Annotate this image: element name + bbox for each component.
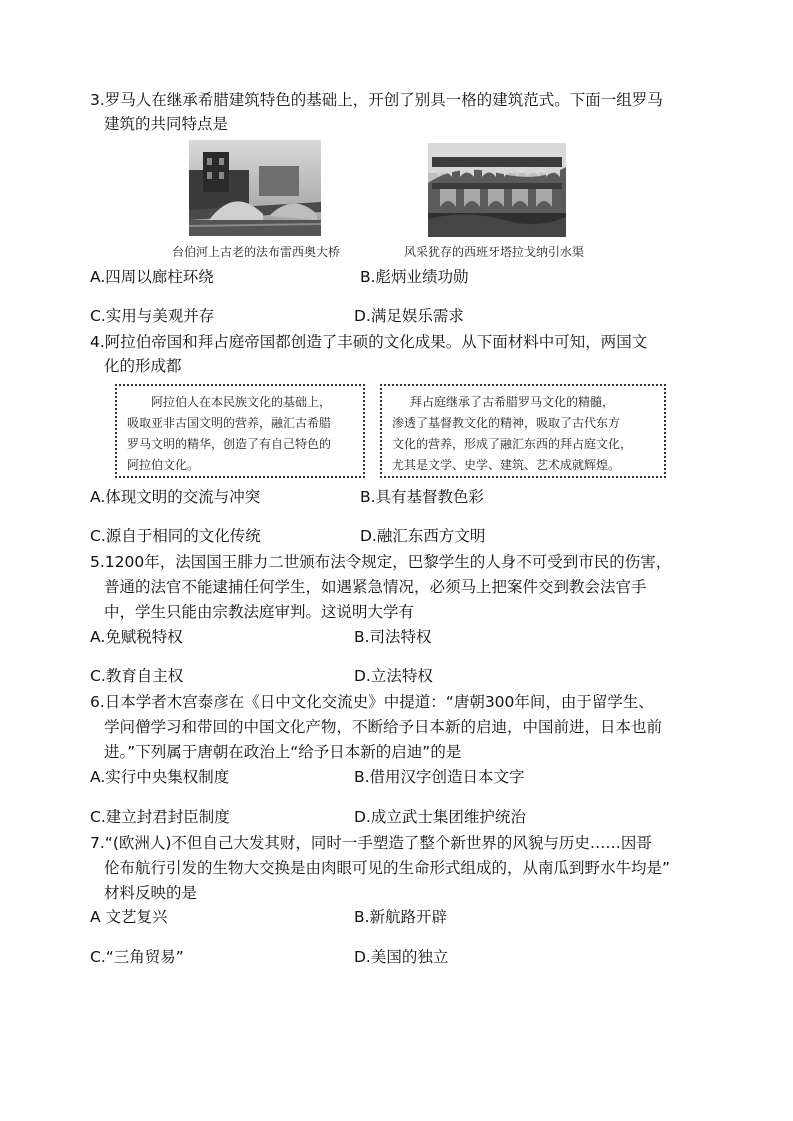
q4-stem-line1: 4.阿拉伯帝国和拜占庭帝国都创造了丰硕的文化成果。从下面材料中可知，两国文	[90, 333, 648, 351]
q6-option-c[interactable]: C.建立封君封臣制度	[90, 808, 230, 826]
q5-option-b[interactable]: B.司法特权	[354, 628, 432, 646]
q7-stem-line2: 伦布航行引发的生物大交换是由肉眼可见的生命形式组成的，从南瓜到野水牛均是”	[104, 859, 671, 877]
bridge-caption: 台伯河上古老的法布雷西奥大桥	[172, 245, 341, 259]
aqueduct-caption: 风采犹存的西班牙塔拉戈纳引水渠	[404, 245, 585, 259]
q5-stem-line3: 中，学生只能由宗教法庭审判。这说明大学有	[104, 603, 415, 621]
q3-option-b[interactable]: B.彪炳业绩功勋	[360, 268, 469, 286]
q3-option-d[interactable]: D.满足娱乐需求	[354, 307, 464, 325]
aqueduct-photo	[428, 143, 566, 237]
q4-option-a[interactable]: A.体现文明的交流与冲突	[90, 488, 261, 506]
q4-option-d[interactable]: D.融汇东西方文明	[360, 527, 486, 545]
q6-option-d[interactable]: D.成立武士集团维护统治	[354, 808, 526, 826]
arab-material-line: 阿拉伯文化。	[127, 458, 200, 472]
arab-material-box	[115, 384, 365, 478]
q4-option-b[interactable]: B.具有基督教色彩	[360, 488, 485, 506]
byzantine-material-box	[380, 384, 666, 478]
q6-stem-line3: 进。”下列属于唐朝在政治上“给予日本新的启迪”的是	[104, 743, 462, 761]
q7-option-d[interactable]: D.美国的独立	[354, 948, 449, 966]
q5-option-d[interactable]: D.立法特权	[354, 667, 433, 685]
q5-stem-line1: 5.1200年，法国国王腓力二世颁布法令规定，巴黎学生的人身不可受到市民的伤害，	[90, 553, 672, 571]
q6-option-a[interactable]: A.实行中央集权制度	[90, 768, 230, 786]
q6-stem-line2: 学问僧学习和带回的中国文化产物，不断给予日本新的启迪，中国前进，日本也前	[104, 718, 663, 736]
q5-option-a[interactable]: A.免赋税特权	[90, 628, 183, 646]
byzantine-material-line: 渗透了基督教文化的精神，吸取了古代东方	[392, 416, 621, 430]
q7-option-c[interactable]: C.“三角贸易”	[90, 948, 184, 966]
byzantine-material-line: 文化的营养，形成了融汇东西的拜占庭文化，	[392, 437, 633, 451]
q3-option-c[interactable]: C.实用与美观并存	[90, 307, 215, 325]
q7-option-b[interactable]: B.新航路开辟	[354, 908, 448, 926]
q4-option-c[interactable]: C.源自于相同的文化传统	[90, 527, 261, 545]
byzantine-material-line: 拜占庭继承了古希腊罗马文化的精髓，	[410, 395, 615, 409]
q3-option-a[interactable]: A.四周以廊柱环绕	[90, 268, 214, 286]
q5-option-c[interactable]: C.教育自主权	[90, 667, 184, 685]
arab-material-line: 阿拉伯人在本民族文化的基础上，	[151, 395, 332, 409]
q7-stem-line3: 材料反映的是	[104, 884, 198, 902]
q3-stem-line2: 建筑的共同特点是	[104, 115, 229, 133]
arab-material-line: 罗马文明的精华，创造了有自己特色的	[127, 437, 332, 451]
q6-stem-line1: 6.日本学者木宫泰彦在《日中文化交流史》中提道：“唐朝300年间，由于留学生、	[90, 693, 654, 711]
q6-option-b[interactable]: B.借用汉字创造日本文字	[354, 768, 525, 786]
arab-material-line: 吸取亚非古国文明的营养，融汇古希腊	[127, 416, 332, 430]
q3-stem-line1: 3.罗马人在继承希腊建筑特色的基础上，开创了别具一格的建筑范式。下面一组罗马	[90, 91, 663, 109]
bridge-photo	[189, 140, 321, 236]
q5-stem-line2: 普通的法官不能逮捕任何学生，如遇紧急情况，必须马上把案件交到教会法官手	[104, 578, 647, 596]
q7-stem-line1: 7.“(欧洲人)不但自己大发其财，同时一手塑造了整个新世界的风貌与历史……因哥	[90, 834, 652, 852]
q7-option-a[interactable]: A 文艺复兴	[90, 908, 168, 926]
q4-stem-line2: 化的形成都	[104, 357, 182, 375]
byzantine-material-line: 尤其是文学、史学、建筑、艺术成就辉煌。	[392, 458, 621, 472]
